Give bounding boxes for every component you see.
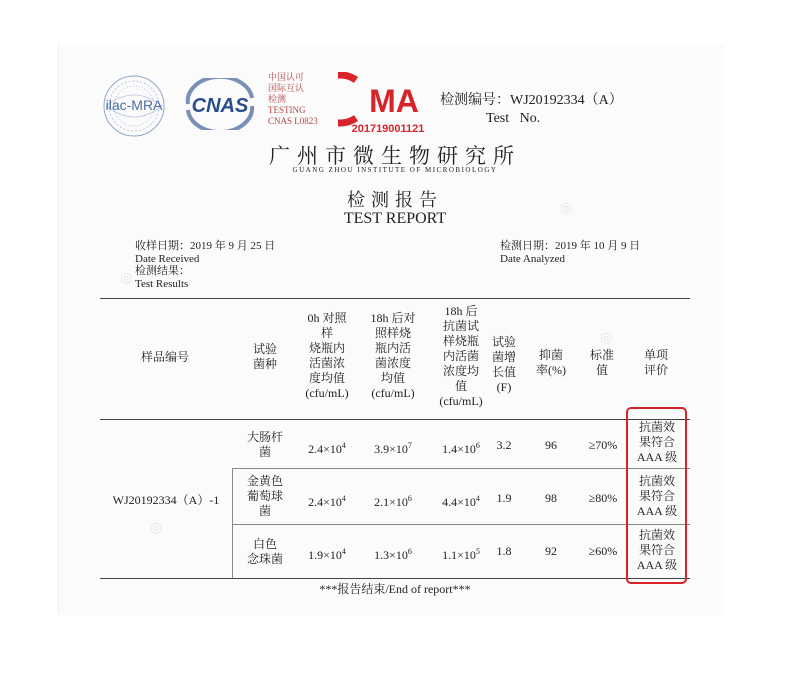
evaluation-highlight-box [626, 407, 687, 584]
header-growth: 试验 菌增 长值 (F) [491, 335, 516, 394]
header-sample-id: 样品编号 [140, 350, 189, 364]
row1-a18: $1.4\times 10^6$ [442, 441, 480, 456]
watermark: ◎ [116, 267, 136, 289]
header-control-18h: 18h 后对 照样烧 瓶内活 菌浓度 均值 (cfu/mL) [370, 311, 416, 400]
row1-growth: 3.2 [496, 438, 512, 452]
row2-a18: $4.4\times 10^4$ [442, 494, 480, 509]
header-inhibition: 抑菌 率(%) [536, 348, 566, 377]
svg-text:MA: MA [369, 83, 419, 119]
svg-text:201719001121: 201719001121 [351, 123, 425, 135]
report-title-en: TEST REPORT [343, 210, 447, 227]
ilac-mra-logo [94, 74, 174, 138]
header-antibacterial-18h: 18h 后 抗菌试 样烧瓶 内活菌 浓度均 值 (cfu/mL) [439, 304, 483, 408]
row3-c18: $1.3\times 10^6$ [374, 547, 412, 562]
row2-c0: $2.4\times 10^4$ [308, 494, 346, 509]
table-header-rule [100, 419, 690, 420]
meta-left: 收样日期：2019 年 9 月 25 日 Date Received 检测结果： Test Results [135, 240, 276, 290]
row1-c18: $3.9\times 10^7$ [374, 441, 412, 456]
row1-c0: $2.4\times 10^4$ [308, 441, 346, 456]
table-top-rule [100, 298, 690, 299]
row3-evaluation: 抗菌效 果符合 AAA 级 [636, 528, 678, 572]
header-strain: 试验 菌种 [252, 342, 277, 371]
row3-a18: $1.1\times 10^5$ [442, 547, 480, 562]
end-of-report: ***报告结束/End of report*** [319, 582, 471, 596]
row3-c0: $1.9\times 10^4$ [308, 547, 346, 562]
cnas-side-text: 中国认可 国际互认 检测 TESTING CNAS L0823 [268, 72, 318, 126]
row1-evaluation: 抗菌效 果符合 AAA 级 [636, 420, 678, 464]
table-bottom-rule [100, 578, 690, 579]
svg-text:CNAS: CNAS [191, 95, 249, 117]
row2-standard: ≥80% [588, 491, 618, 505]
header-standard: 标准 值 [589, 348, 614, 377]
row2-c18: $2.1\times 10^6$ [374, 494, 412, 509]
cnas-logo [180, 78, 260, 130]
institute-name-cn: 广州市微生物研究所 [269, 144, 521, 168]
row2-evaluation: 抗菌效 果符合 AAA 级 [636, 474, 678, 518]
svg-text:ilac-MRA: ilac-MRA [105, 97, 163, 113]
watermark: ◎ [556, 197, 576, 219]
row3-standard: ≥60% [588, 544, 618, 558]
cma-logo [338, 72, 438, 136]
row3-growth: 1.8 [496, 544, 512, 558]
row-divider [232, 524, 690, 525]
watermark: ◎ [596, 327, 616, 349]
row1-strain: 大肠杆 菌 [246, 430, 283, 459]
watermark: ◎ [146, 517, 166, 539]
header-control-0h: 0h 对照 样 烧瓶内 活菌浓 度均值 (cfu/mL) [305, 311, 349, 400]
report-title-cn: 检测报告 [347, 190, 443, 211]
row2-growth: 1.9 [496, 491, 512, 505]
column-divider [232, 468, 233, 578]
row3-rate: 92 [545, 544, 557, 558]
row1-standard: ≥70% [588, 438, 618, 452]
row2-strain: 金黄色 葡萄球 菌 [246, 474, 283, 518]
institute-name-en: GUANG ZHOU INSTITUTE OF MICROBIOLOGY [292, 166, 498, 174]
header-evaluation: 单项 评价 [643, 348, 668, 377]
row1-rate: 96 [545, 438, 557, 452]
row2-rate: 98 [545, 491, 557, 505]
sample-id: WJ20192334（A）-1 [112, 493, 220, 507]
row-divider [232, 468, 690, 469]
meta-right: 检测日期：2019 年 10 月 9 日 Date Analyzed [500, 240, 641, 265]
row3-strain: 白色 念珠菌 [246, 537, 283, 566]
test-number: 检测编号：WJ20192334（A） Test No. [440, 93, 623, 126]
